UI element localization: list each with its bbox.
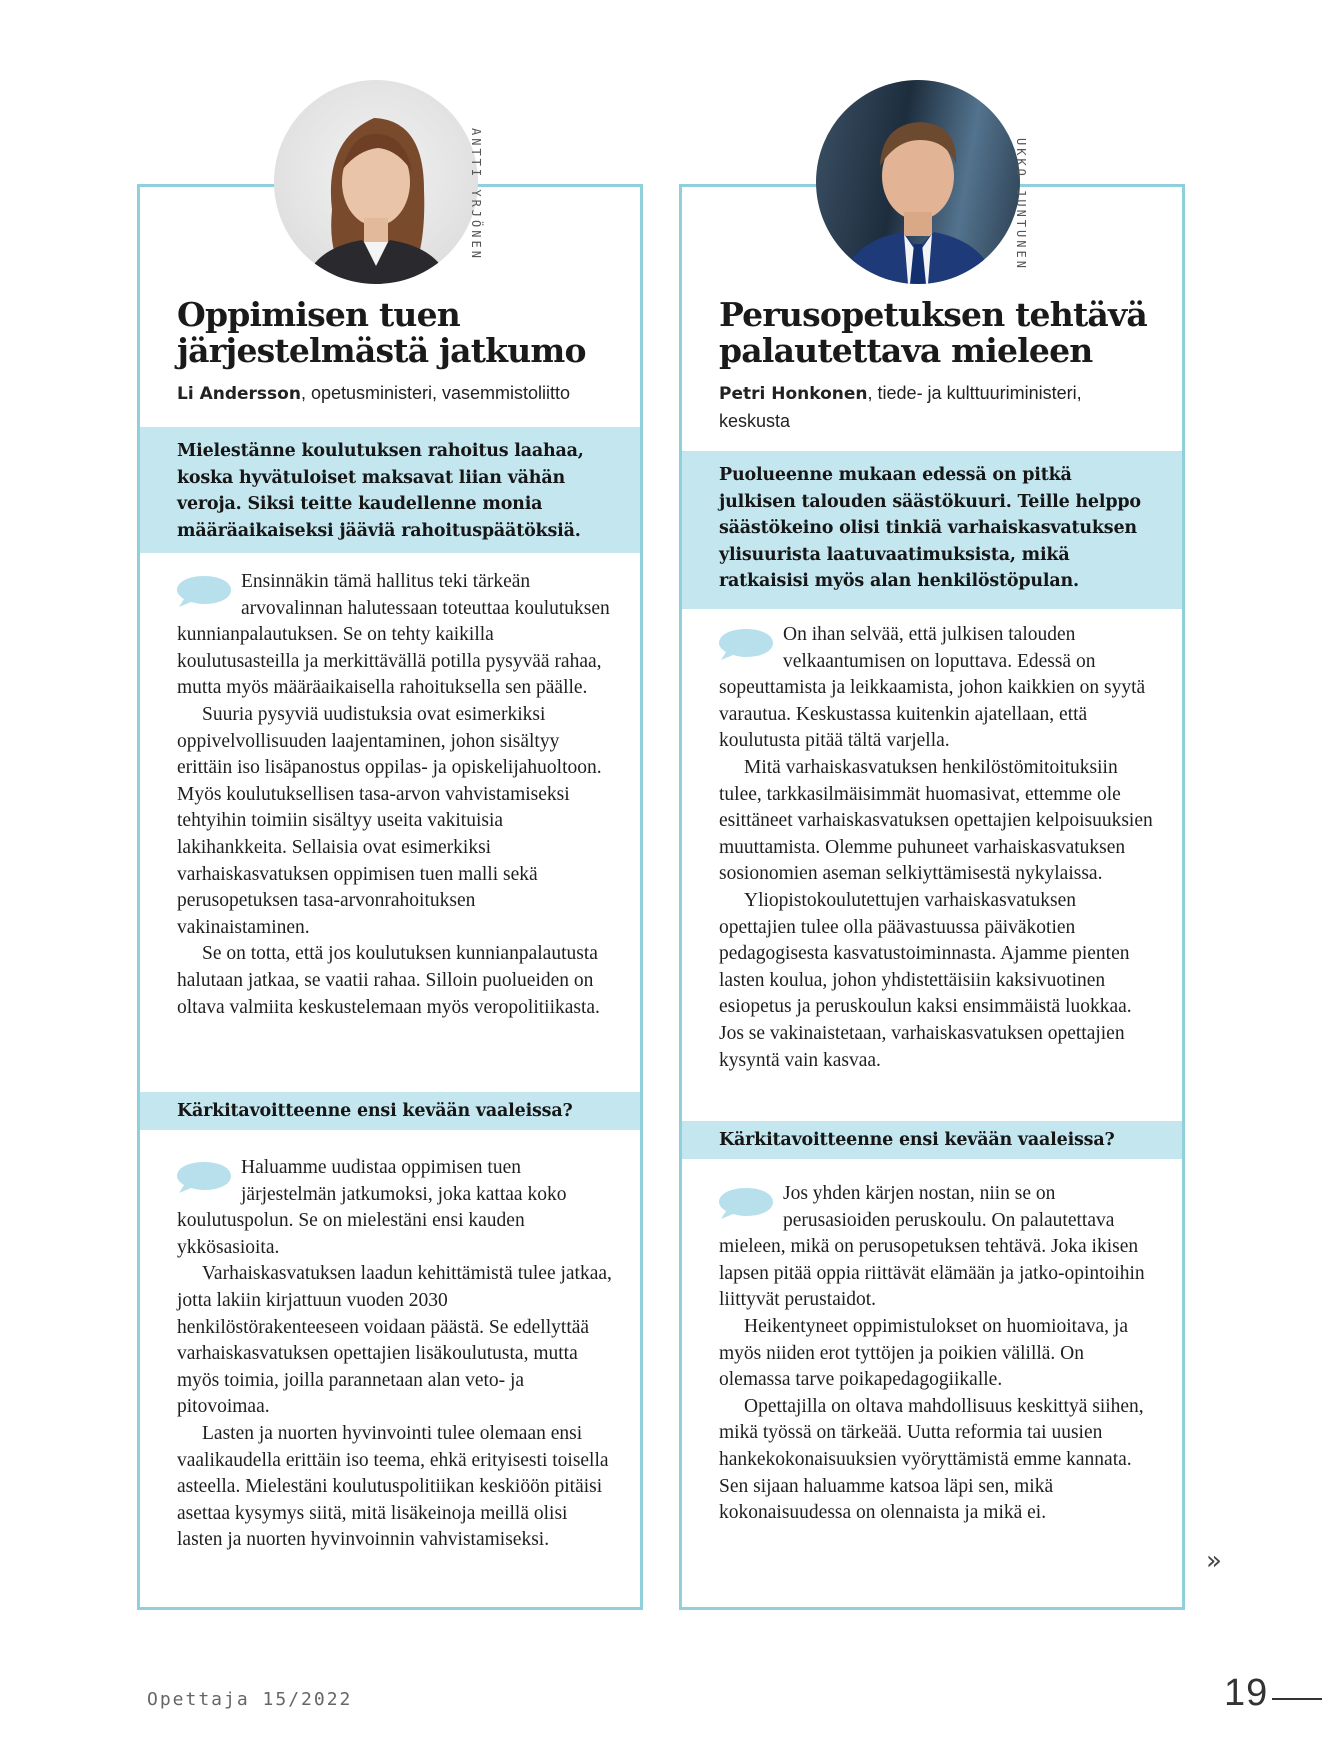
- answer-paragraph: Yliopistokoulutettujen varhaiskasvatuksen opettajien tulee olla päävastuussa päiväkotien pedagogisesta kasvatustoiminnasta. Ajamme pienten lasten koulua, johon yhdistettäisiin kaksivuotinen esiopetus ja peruskoulun kaksi ensimmäistä luokkaa. Jos se vakinaistetaan, varhaiskasvatuksen opettajien kysyntä vain kasvaa.: [719, 889, 1132, 1071]
- page-number-rule: [1272, 1698, 1322, 1700]
- article-title-left: Oppimisen tuen järjestelmästä jatkumo: [177, 295, 586, 370]
- byline-name-left: Li Andersson: [177, 384, 301, 404]
- answer-right-2: [719, 1181, 1154, 1527]
- question-band-left-1: [140, 427, 640, 553]
- answer-paragraph: Varhaiskasvatuksen laadun kehittämistä tulee jatkaa, jotta lakiin kirjattuun vuoden 2030 henkilöstörakenteeseen voidaan päästä. Se edellyttää varhaiskasvatuksen opettajien lisäkoulutusta, mutta myös toimia, joilla parannetaan alan veto- ja pitovoimaa.: [177, 1263, 612, 1418]
- answer-left-1: [177, 569, 612, 1021]
- answer-paragraph: Opettajilla on oltava mahdollisuus keskittyä siihen, mikä työssä on tärkeää. Uutta reformia tai uusien hankekokonaisuuksien vyöryttämistä emme kannata. Sen sijaan haluamme katsoa läpi sen, mikä kokonaisuudessa on olennaista ja mikä ei.: [719, 1395, 1144, 1524]
- answer-paragraph: Heikentyneet oppimistulokset on huomioitava, ja myös niiden erot tyttöjen ja poikien välillä. On olemassa tarve poikapedagogiikalle.: [719, 1315, 1128, 1391]
- answer-paragraph: Se on totta, että jos koulutuksen kunnianpalautusta halutaan jatkaa, se vaatii rahaa. Silloin puolueiden on oltava valmiita keskustelemaan myös veropolitiikasta.: [177, 943, 600, 1018]
- speech-bubble-icon: [175, 1160, 233, 1194]
- portrait-li-andersson: [274, 80, 478, 284]
- answer-paragraph: Lasten ja nuorten hyvinvointi tulee olemaan ensi vaalikaudella erittäin iso teema, ehkä erityisesti toisella asteella. Mielestäni koulutuspolitiikan keskiöön pitäisi asettaa kysymys siitä, mitä lisäkeinoja meillä olisi lasten ja nuorten hyvinvoinnin vahvistamiseksi.: [177, 1422, 609, 1551]
- interview-column-right: [679, 184, 1185, 1610]
- continue-arrow-icon: »: [1206, 1546, 1222, 1576]
- question-right-1: Puolueenne mukaan edessä on pitkä julkisen talouden säästökuuri. Teille helppo säästökeino olisi tinkiä varhaiskasvatuksen ylisuurista laatuvaatimuksista, mikä ratkaisisi myös alan henkilöstöpulan.: [719, 465, 1141, 591]
- answer-paragraph: Ensinnäkin tämä hallitus teki tärkeän arvovalinnan halutessaan toteuttaa koulutuksen kunnianpalautuksen. Se on tehty kaikilla koulutusasteilla ja merkittävällä potilla pysyvää rahaa, mutta myös määräaikaisella rahoituksella sen päälle.: [177, 571, 610, 699]
- speech-bubble-icon: [717, 627, 775, 661]
- question-band-right-1: [682, 451, 1182, 609]
- speech-bubble-icon: [717, 1186, 775, 1220]
- question-right-2: Kärkitavoitteenne ensi kevään vaaleissa?: [719, 1130, 1115, 1150]
- answer-paragraph: On ihan selvää, että julkisen talouden velkaantumisen on loputtava. Edessä on sopeuttamista ja leikkaamista, johon kaikkien on syytä varautua. Keskustassa kuitenkin ajatellaan, että koulutusta pitää tältä varjella.: [719, 624, 1146, 752]
- byline-role-right: , tiede- ja kulttuuriministeri, keskusta: [719, 383, 1082, 431]
- answer-left-2: [177, 1155, 612, 1554]
- question-left-1: Mielestänne koulutuksen rahoitus laahaa, koska hyvätuloiset maksavat liian vähän veroja. Siksi teitte kaudellenne monia määräaikaiseksi jääviä rahoituspäätöksiä.: [177, 441, 584, 541]
- portrait-petri-honkonen: [816, 80, 1020, 284]
- question-band-right-2: [682, 1121, 1182, 1159]
- photo-credit-right: UKKO JUNTUNEN: [1014, 138, 1028, 271]
- interview-column-left: [137, 184, 643, 1610]
- answer-paragraph: Haluamme uudistaa oppimisen tuen järjestelmän jatkumoksi, joka kattaa koko koulutuspolun. Se on mielestäni ensi kauden ykkösasioita.: [177, 1157, 567, 1258]
- photo-credit-left: ANTTI YRJÖNEN: [469, 128, 483, 261]
- answer-right-1: [719, 622, 1154, 1074]
- footer-issue: Opettaja 15/2022: [147, 1689, 353, 1710]
- byline-left: [177, 380, 620, 408]
- question-left-2: Kärkitavoitteenne ensi kevään vaaleissa?: [177, 1101, 573, 1121]
- speech-bubble-icon: [175, 574, 233, 608]
- article-title-right: Perusopetuksen tehtävä palautettava mieleen: [719, 295, 1147, 370]
- byline-name-right: Petri Honkonen: [719, 384, 868, 404]
- answer-paragraph: Suuria pysyviä uudistuksia ovat esimerkiksi oppivelvollisuuden laajentaminen, johon sisältyy erittäin iso lisäpanostus oppilas- ja opiskelijahuoltoon. Myös koulutuksellisen tasa-arvon vahvistamiseksi tehtyihin toimiin sisältyy useita vakituisia lakihankkeita. Sellaisia ovat esimerkiksi varhaiskasvatuksen oppimisen tuen malli sekä perusopetuksen tasa-arvonrahoituksen vakinaistaminen.: [177, 703, 602, 938]
- byline-role-left: , opetusministeri, vasemmistoliitto: [300, 383, 571, 403]
- page-number: 19: [1224, 1672, 1269, 1714]
- question-band-left-2: [140, 1092, 640, 1130]
- answer-paragraph: Mitä varhaiskasvatuksen henkilöstömitoituksiin tulee, tarkkasilmäisimmät huomasivat, ettemme ole esittäneet varhaiskasvatuksen opettajien kelpoisuuksien muuttamista. Olemme puhuneet varhaiskasvatuksen sosionomien aseman selkiyttämisestä nykylaissa.: [719, 756, 1153, 885]
- answer-paragraph: Jos yhden kärjen nostan, niin se on perusasioiden peruskoulu. On palautettava mieleen, mikä on perusopetuksen tehtävä. Joka ikisen lapsen pitää oppia riittävät elämään ja jatko-opintoihin liittyvät perustaidot.: [719, 1183, 1145, 1311]
- byline-right: [719, 380, 1122, 435]
